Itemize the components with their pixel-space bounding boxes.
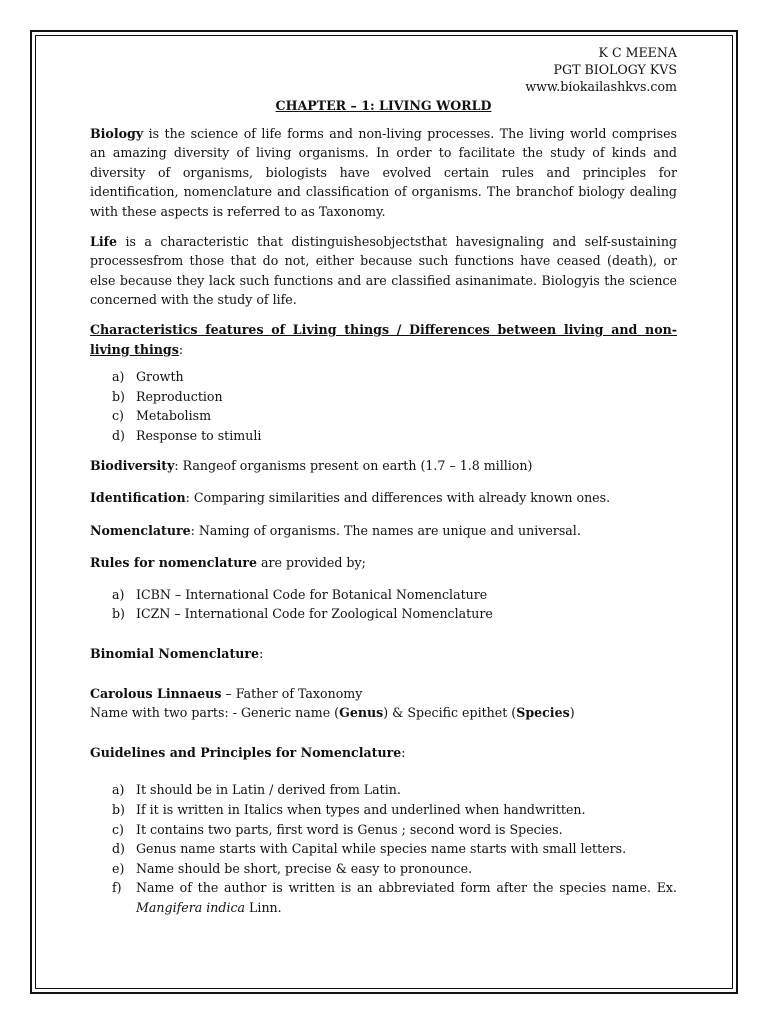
list-item: d) Genus name starts with Capital while species name starts with small letters. [112, 841, 627, 857]
guidelines-heading: Guidelines and Principles for Nomenclature: [90, 744, 406, 760]
list-item: c) Metabolism [112, 408, 212, 424]
guidelines-list [90, 780, 677, 917]
biodiversity-paragraph: Biodiversity: Rangeof organisms present on earth (1.7 – 1.8 million) [90, 457, 533, 473]
document-body [90, 44, 677, 926]
characteristics-list [90, 367, 677, 445]
chapter-title: CHAPTER – 1: LIVING WORLD [275, 98, 492, 113]
binomial-heading: Binomial Nomenclature: [90, 646, 264, 662]
website: www.biokailashkvs.com [525, 79, 677, 94]
characteristics-heading-colon: : [178, 341, 184, 357]
characteristics-heading-text: Characteristics features of Living things / Differences between living and non-living things [90, 321, 677, 357]
example-species-name: Mangifera indica [136, 900, 246, 915]
nomenclature-paragraph: Nomenclature: Naming of organisms. The names are unique and universal. [90, 522, 581, 538]
biology-paragraph [90, 124, 677, 222]
linnaeus-block [90, 684, 677, 723]
characteristics-heading [90, 320, 677, 359]
list-item: c) It contains two parts, first word is Genus ; second word is Species. [112, 821, 563, 837]
life-term: Life [90, 233, 118, 249]
two-parts-line: Name with two parts: - Generic name (Genus) & Specific epithet (Species) [90, 705, 575, 721]
biology-text: is the science of life forms and non-living processes. The living world comprises an amazing diversity of living organisms. In order to facilitate the study of kinds and diversity of organisms, biologists have evolved certain rules and principles for identification, nomenclature and classification of organisms. The branchof biology dealing with these aspects is referred to as Taxonomy. [90, 125, 677, 219]
list-item: b) If it is written in Italics when types and underlined when handwritten. [112, 802, 586, 818]
author-name: K C MEENA [598, 45, 677, 60]
list-item: b) Reproduction [112, 388, 223, 404]
life-paragraph [90, 232, 677, 310]
identification-paragraph: Identification: Comparing similarities and differences with already known ones. [90, 490, 611, 506]
list-item: a) ICBN – International Code for Botanical Nomenclature [112, 586, 488, 602]
list-item: d) Response to stimuli [112, 427, 262, 443]
biology-term: Biology [90, 125, 144, 141]
list-item: f) Name of the author is written is an abbreviated form after the species name. Ex. Mangifera indica Linn. [112, 880, 677, 915]
list-item: a) Growth [112, 369, 184, 385]
author-position: PGT BIOLOGY KVS [553, 62, 677, 77]
rules-list [90, 585, 677, 624]
list-item: b) ICZN – International Code for Zoological Nomenclature [112, 606, 493, 622]
life-text: is a characteristic that distinguishesobjectsthat havesignaling and self-sustaining processesfrom those that do not, either because such functions have ceased (death), or else because they lack such functions and are classified asinanimate. Biologyis the science concerned with the study of life. [90, 233, 677, 308]
header-block [90, 44, 677, 95]
list-item: e) Name should be short, precise & easy to pronounce. [112, 860, 473, 876]
rules-paragraph: Rules for nomenclature are provided by; [90, 555, 366, 571]
list-item: a) It should be in Latin / derived from Latin. [112, 782, 401, 798]
linnaeus-line: Carolous Linnaeus – Father of Taxonomy [90, 685, 363, 701]
